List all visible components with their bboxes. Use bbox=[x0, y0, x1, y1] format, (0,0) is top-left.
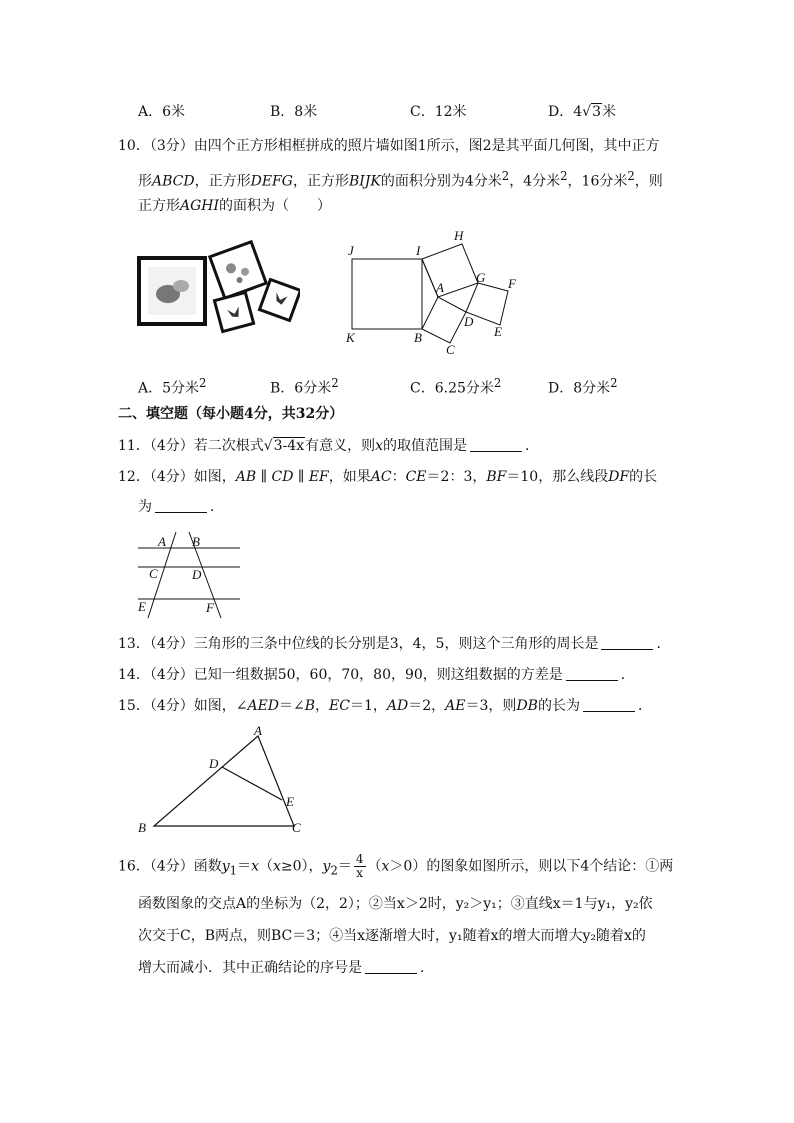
q16-line-4 bbox=[138, 958, 434, 978]
q10-option-a bbox=[138, 373, 206, 399]
q12-b: ，如果 bbox=[328, 469, 371, 485]
q12-end: ． bbox=[210, 499, 224, 515]
q13-answer-blank[interactable] bbox=[601, 635, 653, 650]
q16-fraction bbox=[354, 853, 366, 880]
q9-option-d-label: D．4 bbox=[548, 104, 583, 120]
q16-e: ＝ bbox=[337, 858, 352, 875]
q10-option-b-sup: 2 bbox=[331, 376, 339, 390]
q15-triangle-abc bbox=[154, 736, 294, 826]
q15-ec: EC bbox=[329, 698, 350, 714]
q16-line4-text: 增大而减小．其中正确结论的序号是 bbox=[138, 960, 362, 976]
q15-c: ， bbox=[315, 698, 330, 714]
q15-ae: AE bbox=[445, 698, 466, 714]
q10-photo-frame-bottom bbox=[214, 292, 253, 331]
q9-option-d bbox=[548, 102, 616, 122]
q15-ad: AD bbox=[386, 698, 409, 714]
q10-option-c-sup: 2 bbox=[493, 376, 502, 390]
q15-e: ＝2， bbox=[408, 698, 446, 714]
q12-label-a: A bbox=[158, 534, 166, 549]
q16-d: ≥0）， bbox=[280, 858, 323, 875]
q12-label-e: E bbox=[138, 599, 146, 614]
q9-option-a: A．6米 bbox=[138, 104, 186, 120]
q12-par-1: ∥ bbox=[256, 469, 272, 485]
q15-f: ＝3，则 bbox=[465, 698, 517, 714]
q14-text: 14．（4分）已知一组数据50，60，70，80，90，则这组数据的方差是 bbox=[118, 667, 563, 683]
q16-y1: y bbox=[221, 858, 230, 875]
q10-l3a: 正方形 bbox=[138, 198, 180, 214]
q16-sub2: 2 bbox=[330, 863, 338, 878]
q10-label-j: J bbox=[348, 243, 354, 258]
q10-label-h: H bbox=[454, 228, 464, 243]
q9-option-d-unit: 米 bbox=[601, 104, 616, 120]
q10-bijk: BIJK bbox=[348, 173, 381, 190]
q10-photo-frame-top bbox=[210, 242, 266, 298]
q13-text: 13．（4分）三角形的三条中位线的长分别是3，4，5，则这个三角形的周长是 bbox=[118, 636, 599, 652]
q10-option-d bbox=[548, 373, 618, 399]
q11-text-c: 的取值范围是 bbox=[383, 438, 468, 454]
q12-label-b: B bbox=[192, 534, 200, 549]
q10-l2a: 形 bbox=[138, 173, 152, 190]
q16-answer-blank[interactable] bbox=[365, 959, 417, 974]
q10-sup-1: 2 bbox=[501, 169, 510, 183]
q12-label-c: C bbox=[149, 566, 158, 581]
q15-label-a: A bbox=[254, 724, 262, 738]
q12-parallel-lines-figure bbox=[134, 530, 246, 622]
q16-x1: x bbox=[251, 858, 259, 875]
q11-answer-blank[interactable] bbox=[470, 437, 522, 452]
q12-label-f: F bbox=[206, 600, 214, 615]
q15-a: 15．（4分）如图，∠ bbox=[118, 698, 248, 714]
q12-e: ＝10，那么线段 bbox=[506, 469, 609, 485]
q15-label-e: E bbox=[286, 794, 294, 809]
q16-g: ＞0）的图象如图所示，则以下4个结论：①两 bbox=[389, 858, 674, 875]
q10-label-a: A bbox=[436, 280, 444, 295]
q10-photo-flower-large-2 bbox=[173, 280, 189, 292]
q15-end: ． bbox=[637, 698, 652, 714]
q16-x3: x bbox=[381, 858, 390, 875]
q15-triangle-figure bbox=[134, 724, 310, 838]
q12-a: 12．（4分）如图， bbox=[118, 469, 236, 485]
q10-label-b: B bbox=[414, 330, 422, 345]
q10-label-c: C bbox=[446, 342, 455, 357]
q12-f: 的长 bbox=[629, 469, 658, 485]
q12-df: DF bbox=[608, 469, 630, 485]
q10-sup-3: 2 bbox=[627, 169, 635, 183]
q10-l2c: ，正方形 bbox=[292, 173, 349, 190]
q15-label-b: B bbox=[138, 820, 146, 835]
q16-c: （ bbox=[258, 858, 273, 875]
q13-end: ． bbox=[656, 636, 671, 652]
q16-y2: y bbox=[322, 858, 331, 875]
q10-option-a-sup: 2 bbox=[199, 376, 207, 390]
q10-line-3 bbox=[138, 196, 331, 216]
q15-db: DB bbox=[516, 698, 538, 714]
q11-radicand: 3-4x bbox=[273, 438, 305, 454]
q10-l2d: 的面积分别为4分米 bbox=[380, 173, 502, 190]
q11-text-b: 有意义，则 bbox=[305, 438, 376, 454]
q10-defg: DEFG bbox=[250, 173, 293, 190]
section-heading-fill-in: 二、填空题（每小题4分，共32分） bbox=[118, 406, 344, 422]
q12-ef: EF bbox=[308, 469, 329, 485]
q15-label-d: D bbox=[209, 756, 219, 771]
q16-a: 16．（4分）函数 bbox=[118, 858, 222, 875]
q10-photo-frame-right bbox=[259, 279, 300, 320]
q16-sub1: 1 bbox=[229, 863, 238, 878]
q10-l2b: ，正方形 bbox=[194, 173, 251, 190]
q10-sup-2: 2 bbox=[560, 169, 568, 183]
q10-label-g: G bbox=[476, 270, 486, 285]
q12-line-2 bbox=[138, 497, 224, 517]
q12-line-1 bbox=[118, 467, 657, 487]
q12-ab: AB bbox=[235, 469, 257, 485]
q10-option-d-sup: 2 bbox=[610, 376, 618, 390]
q12-d: ＝2：3， bbox=[426, 469, 487, 485]
q10-square-aghi bbox=[422, 244, 478, 297]
q10-label-f: F bbox=[508, 276, 516, 291]
q14-line bbox=[118, 665, 635, 685]
q12-ce: CE bbox=[405, 469, 427, 485]
q15-answer-blank[interactable] bbox=[583, 697, 635, 712]
q16-line-1 bbox=[118, 853, 673, 880]
q10-l2g: ，则 bbox=[634, 173, 663, 190]
q12-ac: AC bbox=[370, 469, 392, 485]
q11-line: 11．（4分）若二次根式√3-4x有意义，则x的取值范围是 ． bbox=[118, 438, 540, 454]
q9-option-d-radical: √3 bbox=[582, 104, 601, 120]
q12-line2-text: 为 bbox=[138, 499, 152, 515]
q10-text-1: 由四个正方形相框拼成的照片墙如图1所示，图2是其平面几何图，其中正方 bbox=[193, 138, 660, 154]
q16-line-2: 函数图象的交点A的坐标为（2，2）；②当x＞2时，y₂＞y₁；③直线x＝1与y₁，y₂依 bbox=[138, 896, 653, 912]
q15-d: ＝1， bbox=[349, 698, 387, 714]
q14-answer-blank[interactable] bbox=[566, 666, 618, 681]
q12-label-d: D bbox=[192, 567, 202, 582]
q10-option-c bbox=[410, 373, 501, 399]
q9-option-b: B．8米 bbox=[270, 104, 318, 120]
q15-line bbox=[118, 696, 652, 716]
q10-aghi: AGHI bbox=[180, 198, 220, 214]
q12-answer-blank[interactable] bbox=[155, 498, 207, 513]
q10-option-b-text: B．6分米 bbox=[270, 380, 332, 397]
q16-fraction-numerator: 4 bbox=[355, 852, 364, 866]
q10-l3b: 的面积为（ ） bbox=[219, 198, 332, 214]
q10-option-c-text: C．6.25分米 bbox=[410, 380, 494, 397]
q11-text-a: 11．（4分）若二次根式 bbox=[118, 438, 264, 454]
q9-option-d-radicand: 3 bbox=[592, 104, 601, 120]
q10-l2e: ，4分米 bbox=[509, 173, 561, 190]
q10-photo-wall-figure bbox=[136, 236, 300, 336]
q10-label-k: K bbox=[346, 330, 355, 345]
q12-c: ： bbox=[391, 469, 406, 485]
q16-fraction-denominator: x bbox=[356, 866, 364, 880]
q10-square-abcd bbox=[422, 297, 466, 343]
q10-label-e: E bbox=[494, 324, 502, 339]
q15-aed: AED bbox=[247, 698, 280, 714]
q12-cd: CD bbox=[271, 469, 294, 485]
q10-l2f: ，16分米 bbox=[567, 173, 628, 190]
q10-option-d-text: D．8分米 bbox=[548, 380, 611, 397]
q10-label-d: D bbox=[464, 314, 474, 329]
q16-x2: x bbox=[272, 858, 281, 875]
q10-square-bijk bbox=[352, 259, 422, 329]
q16-line-3: 次交于C，B两点，则BC＝3；④当x逐渐增大时，y₁随着x的增大而增大y₂随着x的 bbox=[138, 928, 646, 944]
q11-x: x bbox=[375, 438, 384, 454]
q12-par-2: ∥ bbox=[293, 469, 309, 485]
q15-b: ＝∠ bbox=[279, 698, 305, 714]
q10-geometry-figure bbox=[340, 226, 530, 358]
q16-f: （ bbox=[367, 858, 382, 875]
q10-option-b bbox=[270, 373, 339, 399]
q15-g: 的长为 bbox=[537, 698, 580, 714]
q10-line-1 bbox=[118, 136, 660, 156]
q10-abcd: ABCD bbox=[152, 173, 195, 190]
q11-end: ． bbox=[525, 438, 540, 454]
q16-b: ＝ bbox=[237, 858, 252, 875]
q10-number: 10．（3分） bbox=[118, 138, 194, 154]
q14-end: ． bbox=[620, 667, 635, 683]
q9-option-c: C．12米 bbox=[410, 104, 467, 120]
q15-bb: B bbox=[304, 698, 316, 714]
q10-line-2 bbox=[138, 166, 663, 192]
q13-line bbox=[118, 634, 670, 654]
q15-label-c: C bbox=[292, 820, 301, 835]
q16-end: ． bbox=[420, 960, 434, 976]
q12-bf: BF bbox=[486, 469, 507, 485]
q10-option-a-text: A．5分米 bbox=[138, 380, 200, 397]
q10-label-i: I bbox=[416, 243, 421, 258]
